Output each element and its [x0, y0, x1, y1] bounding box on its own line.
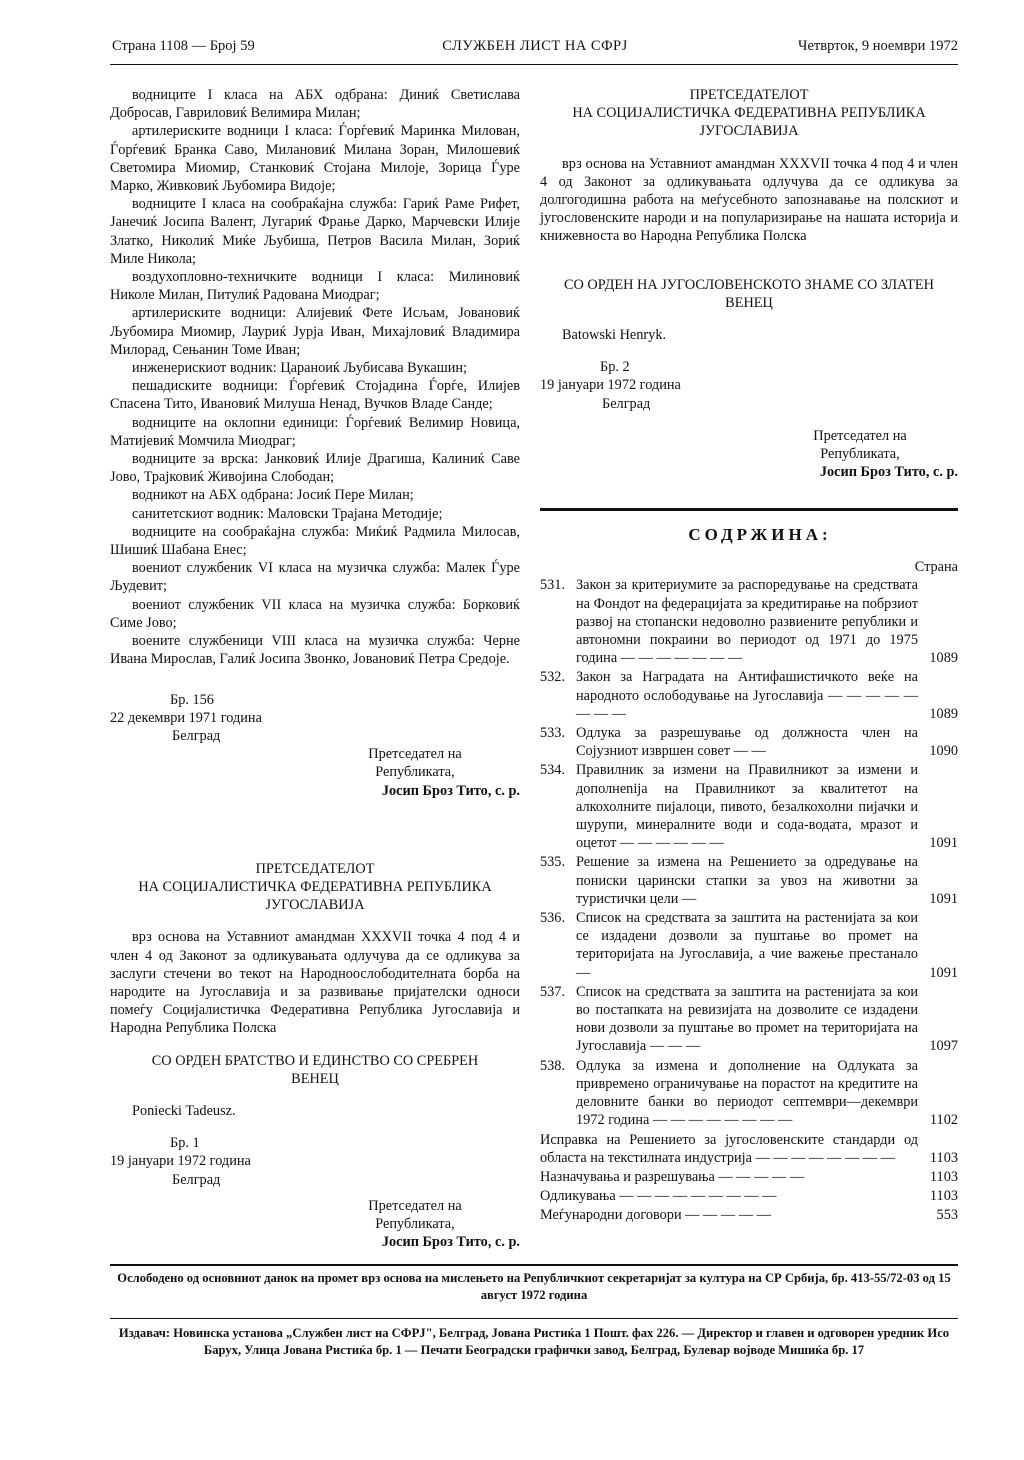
contents-item-number: 532. [540, 669, 566, 686]
left-column [110, 86, 520, 1251]
contents-item-title: Правилник за измени на Правилникот за измени и дополнenija на Правилникот за квалитетот на алкохолните пијалоци, пивото, безалкохолни пијачки и шурупи, минералните води и сода-водата, мразот и оцетот — — — — — — [576, 762, 918, 852]
contents-item [540, 909, 958, 982]
contents-item-page: 553 [936, 1207, 958, 1224]
footer-rule [110, 1318, 958, 1319]
signature-title: Претседател на [813, 427, 907, 444]
contents-item-page: 1103 [929, 1149, 958, 1166]
paragraph: инженерискиот водник: Цараноиќ Љубисава Вукашин; [132, 360, 468, 377]
decree-place: Белград [172, 1171, 221, 1188]
paragraph: воздухопловно-техничките водници I класа: Милиновиќ Николе Милан, Питулиќ Радована Миодраг; [110, 269, 520, 304]
contents-item-title: Решение за измена на Решението за одредување на пониски царински стапки за увоз на животни за туристички цели — [576, 854, 918, 907]
contents-item-title: Закон за Наградата на Антифашистичкото веќе на народното ослободување на Југославија — — — — — — — — [576, 669, 918, 722]
contents-item [540, 668, 958, 723]
paragraph: воениот службеник VI класа на музичка служба: Малек Ѓуре Људевит; [110, 560, 520, 595]
contents-item-title: Меѓународни договори — — — — — [540, 1207, 771, 1224]
contents-item-number: 531. [540, 577, 566, 594]
signature-name: Јосип Броз Тито, с. р. [819, 464, 958, 481]
header-page-number: Страна 1108 — Број 59 [112, 38, 255, 54]
contents-item-page: 1091 [929, 835, 958, 852]
footer-rule [110, 1264, 958, 1266]
decree-heading: ПРЕТСЕДАТЕЛОТ [689, 87, 809, 103]
contents-item-title: Исправка на Решението за југословенските стандарди од областа на текстилната индустрија — — — — — — — — [540, 1131, 918, 1166]
recipient: Poniecki Tadeusz. [132, 1102, 236, 1119]
contents-item-number: 537. [540, 983, 566, 1000]
paragraph: воениот службеник VII класа на музичка служба: Борковиќ Симе Јово; [110, 596, 520, 631]
contents-item-title: Одликувања — — — — — — — — — [540, 1188, 777, 1205]
order-title: СО ОРДЕН НА ЈУГОСЛОВЕНСКОТО ЗНАМЕ СО ЗЛАТЕН ВЕНЕЦ [564, 276, 934, 311]
decree-body: врз основа на Уставниот амандман XXXVII точка 4 под 4 и член 4 од Законот за одликувањата одлучува да се одликува за заслуги стечени во текот на Народноослободителната борба на народите на Југославија и за развивање пријателски односи помеѓу Социјалистичка Федеративна Република Југославија и Народна Република Полска [110, 929, 520, 1037]
decree-place: Белград [172, 727, 221, 744]
signature-name: Јосип Броз Тито, с. р. [381, 1234, 520, 1251]
decree-heading: ПРЕТСЕДАТЕЛОТ [255, 860, 375, 877]
header-publication-title: СЛУЖБЕН ЛИСТ НА СФРЈ [442, 38, 628, 54]
signature-title: Републиката, [375, 764, 455, 781]
decree-body: врз основа на Уставниот амандман XXXVII точка 4 под 4 и член 4 од Законот за одликувањата одлучува да се одликува за долгогодишна работа на меѓусебното запознавање на полскиот и југословенските народи и на популаризирање на нашата историја и книжевноста во Народна Република Полска [540, 155, 958, 245]
contents-item-page: 1091 [929, 890, 958, 907]
tax-exemption-notice: Ослободено од основниот данок на промет врз основа на мислењето на Републичкиот секретаријат за култура на СР Србија, бр. 413-55/72-03 од 15 август 1972 година [117, 1271, 951, 1302]
contents-item [540, 1131, 958, 1167]
signature-title: Претседател на [368, 1197, 462, 1214]
contents-item-page: 1103 [929, 1168, 958, 1185]
contents-item-page: 1089 [929, 650, 958, 667]
contents-list [540, 576, 958, 1224]
contents-item-number: 534. [540, 762, 566, 779]
signature-title: Републиката, [820, 446, 900, 463]
page-header [112, 38, 958, 58]
contents-item-title: Одлука за разрешување од должноста член на Сојузниот извршен совет — — [576, 725, 918, 760]
contents-item-number: 538. [540, 1057, 566, 1074]
contents-item-page: 1102 [929, 1112, 958, 1129]
contents-title: СОДРЖИНА: [688, 525, 832, 544]
header-date: Четврток, 9 ноември 1972 [798, 38, 958, 54]
decree-place: Белград [602, 395, 651, 412]
decree-number: Бр. 2 [600, 359, 630, 376]
contents-item [540, 983, 958, 1056]
publisher-imprint: Издавач: Новинска установа „Службен лист на СФРЈ", Белград, Јована Ристиќа 1 Пошт. фах 226. — Директор и главен и одговорен уредник Исо Барух, Улица Јована Ристиќа бр. 1 — Печати Београдски графички завод, Белград, Булевар војводе Мишиќа бр. 17 [118, 1326, 950, 1357]
paragraph: водниците на оклопни единици: Ѓорѓевиќ Велимир Новица, Матијевиќ Момчила Миодраг; [110, 414, 520, 449]
contents-item-number: 536. [540, 910, 566, 927]
contents-page-header: Страна [914, 559, 958, 576]
decree-number: Бр. 156 [170, 691, 214, 708]
contents-item-title: Закон за критериумите за распоредување на средствата на Фондот на федерацијата за кредитирање на побрзиот развој на стопански недоволно развиените републики и автономни покраини во периодот од 1971 до 1975 година — — — — — — — [576, 577, 918, 667]
contents-item [540, 1168, 958, 1186]
decree-date: 22 декември 1971 година [110, 709, 262, 726]
right-column [540, 86, 958, 481]
paragraph: водниците за врска: Јанковиќ Илије Драгиша, Калиниќ Саве Јово, Трајковиќ Живојина Слободан; [110, 451, 520, 486]
decree-date: 19 јануари 1972 година [540, 377, 681, 394]
contents-item-title: Список на средствата за заштита на растенијата за кои се издадени дозволи за пуштање во промет на територијата на Југославија, а чие важење престанало — [576, 910, 918, 981]
contents-item [540, 1057, 958, 1130]
contents-item [540, 1206, 958, 1224]
paragraph: санитетскиот водник: Маловски Трајана Методије; [132, 505, 443, 522]
contents-item-number: 533. [540, 725, 566, 742]
decree-heading: НА СОЦИЈАЛИСТИЧКА ФЕДЕРАТИВНА РЕПУБЛИКА ЈУГОСЛАВИЈА [138, 878, 492, 914]
paragraph: артилериските водници I класа: Ѓорѓевиќ Маринка Милован, Ѓорѓевиќ Бранка Саво, Милановиќ Милана Зоран, Милошевиќ Светомира Миомир, Станковиќ Стојана Милоје, Зорица Ѓуре Марко, Живковиќ Љубомира Видоје; [110, 123, 520, 195]
contents-item-page: 1091 [929, 964, 958, 981]
contents-item-page: 1103 [929, 1188, 958, 1205]
decree-date: 19 јануари 1972 година [110, 1153, 251, 1170]
paragraph: водниците на сообраќајна служба: Миќиќ Радмила Милосав, Шишиќ Шабана Енес; [110, 523, 520, 559]
contents-item [540, 761, 958, 852]
contents-item [540, 576, 958, 667]
contents-item-page: 1090 [929, 743, 958, 760]
order-title: СО ОРДЕН БРАТСТВО И ЕДИНСТВО СО СРЕБРЕН ВЕНЕЦ [151, 1052, 479, 1087]
signature-title: Републиката, [375, 1215, 455, 1232]
contents-item-number: 535. [540, 854, 566, 871]
paragraph: водниците I класа на АБХ одбрана: Диниќ Светислава Добросав, Гавриловиќ Велимира Милан; [110, 87, 520, 122]
recipient: Batowski Henryk. [562, 327, 667, 344]
paragraph: артилериските водници: Алијевиќ Фете Исљам, Јовановиќ Љубомира Миомир, Лауриќ Јурја Иван, Михајловиќ Владимира Милорад, Сењанин Томе Иван; [110, 305, 520, 358]
contents-item-title: Список на средствата за заштита на растенијата за кои во постапката на ревизијата на дозволите се издадени нови дозволи за пуштање во промет на територијата на Југославија — — — [576, 983, 918, 1055]
signature-title: Претседател на [368, 746, 462, 763]
paragraph: водниците I класа на сообраќајна служба: Гариќ Раме Рифет, Јанечиќ Јосипа Валент, Лугариќ Фрање Дарко, Марчевски Илије Златко, Николиќ Миќе Љубиша, Петров Васила Милан, Зориќ Миле Никола; [110, 196, 520, 267]
decree-heading: НА СОЦИЈАЛИСТИЧКА ФЕДЕРАТИВНА РЕПУБЛИКА ЈУГОСЛАВИЈА [572, 105, 926, 140]
section-divider [540, 508, 958, 511]
header-rule [110, 64, 958, 65]
contents-item [540, 1187, 958, 1205]
contents-item-title: Одлука за измена и дополнение на Одлуката за привремено ограничување на порастот на кредитите на деловните банки во периодот септември—декември 1972 година — — — — — — — — [576, 1057, 918, 1129]
paragraph: пешадиските водници: Ѓорѓевиќ Стојадина Ѓорѓе, Илијев Спасена Тито, Ивановиќ Милуша Ненад, Вучков Владе Санде; [110, 378, 520, 413]
paragraph: водникот на АБХ одбрана: Јосиќ Пере Милан; [132, 487, 414, 504]
contents-item-title: Назначувања и разрешувања — — — — — [540, 1168, 805, 1185]
contents-item [540, 853, 958, 908]
contents-item [540, 724, 958, 760]
signature-name: Јосип Броз Тито, с. р. [381, 782, 520, 799]
paragraph: воените службеници VIII класа на музичка служба: Черне Ивана Мирослав, Галиќ Јосипа Звонко, Јовановиќ Петра Средоје. [110, 633, 520, 668]
table-of-contents [540, 526, 958, 1226]
decree-number: Бр. 1 [170, 1135, 200, 1152]
contents-item-page: 1089 [929, 705, 958, 722]
contents-item-page: 1097 [929, 1038, 958, 1055]
